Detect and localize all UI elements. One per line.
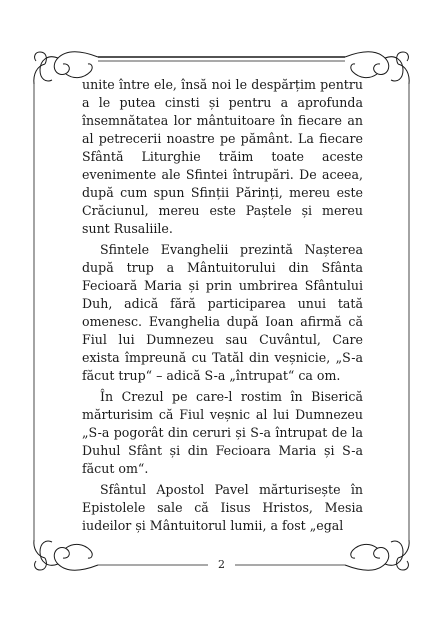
body-text: [82, 76, 363, 535]
paragraph-2: Sfintele Evanghelii prezintă Nașterea după trup a Mântuitorului din Sfânta Fecioară Maria și prin umbrirea Sfântului Duh, adică fără participarea unui tată omenesc. Evanghelia după Ioan afirmă că Fiul lui Dumnezeu sau Cuvântul, Care exista împreună cu Tatăl din veșnicie, „S-a făcut trup“ – adică S-a „întrupat“ ca om.: [82, 242, 363, 383]
paragraph-3: În Crezul pe care-l rostim în Biserică mărturisim că Fiul veșnic al lui Dumnezeu „S-a pogorât din ceruri și S-a întrupat de la Duhul Sfânt și din Fecioara Maria și S-a făcut om“.: [82, 389, 363, 476]
page-number: 2: [218, 558, 225, 571]
paragraph-1: unite între ele, însă noi le despărțim pentru a le putea cinsti și pentru a aprofunda însemnătatea lor mântuitoare în fiecare an al petrecerii noastre pe pământ. La fiecare Sfântă Liturghie trăim toate aceste evenimente ale Sfintei întrupări. De aceea, după cum spun Sfinții Părinți, mereu este Crăciunul, mereu este Paștele și mereu sunt Rusaliile.: [82, 77, 363, 236]
paragraph-4: Sfântul Apostol Pavel mărturisește în Epistolele sale că Iisus Hristos, Mesia iudeilor și Mântuitorul lumii, a fost „egal: [82, 482, 363, 533]
